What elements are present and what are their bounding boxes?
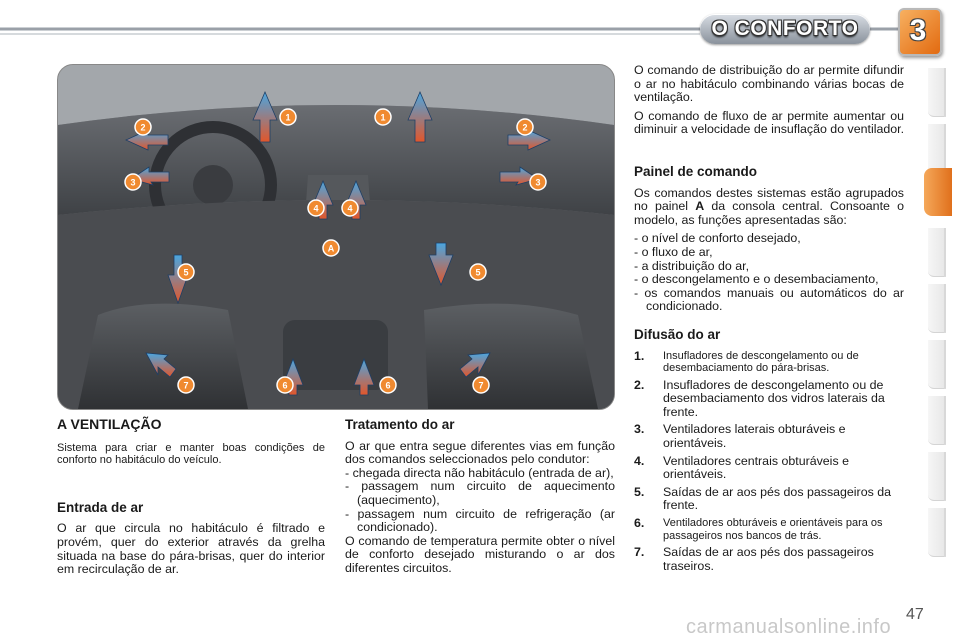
control-panel-item: - a distribuição do ar, — [634, 258, 750, 273]
front-right-seat — [424, 304, 598, 409]
ventilation-section — [57, 418, 325, 577]
diffusion-item-number: 4. — [634, 453, 645, 468]
callout-label: 6 — [385, 380, 391, 391]
callout-label: 7 — [478, 380, 484, 391]
chapter-tab[interactable] — [928, 508, 946, 557]
chapter-tab[interactable] — [928, 68, 946, 117]
callout-label: 5 — [475, 267, 481, 278]
control-panel-item: - os comandos manuais ou automáticos do ar condicionado. — [634, 285, 904, 314]
chapter-tab[interactable] — [928, 124, 946, 173]
diffusion-item-text: Insufladores de descongelamento ou de desembaciamento dos vidros laterais da frente. — [663, 377, 885, 419]
callout-label: A — [327, 243, 335, 254]
page-title: O CONFORTO — [711, 17, 859, 40]
diffusion-item-number: 2. — [634, 377, 645, 392]
chapter-tab[interactable] — [928, 340, 946, 389]
callout-label: 4 — [313, 203, 319, 214]
control-panel-item: - o descongelamento e o desembaciamento, — [634, 272, 879, 287]
chapter-tab[interactable] — [928, 284, 946, 333]
distribution-text: O comando de distribuição do ar permite difundir o ar no habitáculo combinando várias bocas de ventilação. — [634, 63, 904, 105]
diffusion-item-text: Saídas de ar aos pés dos passageiros da frente. — [663, 484, 891, 513]
diffusion-item — [634, 546, 904, 573]
air-treatment-item: - passagem num circuito de aquecimento (aquecimento), — [345, 479, 615, 507]
control-panel-heading: Painel de comando — [634, 163, 758, 179]
ventilation-heading: A VENTILAÇÃO — [57, 416, 162, 432]
chapter-tab[interactable] — [928, 228, 946, 277]
panel-letter: A — [695, 199, 705, 214]
diffusion-item — [634, 517, 904, 542]
callout-label: 5 — [183, 267, 189, 278]
watermark: carmanualsonline.info — [686, 616, 892, 638]
callout-label: 7 — [183, 380, 189, 391]
control-panel-text-a: Os comandos destes sistemas estão agrupados no painel — [634, 185, 904, 214]
cabin-illustration — [57, 64, 615, 410]
diffusion-list — [634, 350, 904, 574]
diffusion-item — [634, 379, 904, 420]
diffusion-item — [634, 423, 904, 450]
diffusion-item-number: 7. — [634, 545, 645, 560]
chapter-tab[interactable] — [928, 452, 946, 501]
air-treatment-intro: O ar que entra segue diferentes vias em função dos comandos seleccionados pelo condutor: — [345, 438, 615, 467]
diffusion-item-number: 3. — [634, 422, 645, 437]
chapter-tabs — [928, 68, 952, 578]
air-treatment-item: - passagem num circuito de refrigeração (ar condicionado). — [345, 506, 615, 535]
air-treatment-item: - chegada directa não habitáculo (entrada de ar), — [345, 465, 614, 480]
chapter-number: 3 — [909, 14, 927, 47]
callout-label: 4 — [347, 203, 353, 214]
control-panel-text — [634, 187, 904, 228]
diffusion-item-text: Ventiladores laterais obturáveis e orientáveis. — [663, 422, 846, 451]
air-treatment-section — [345, 418, 615, 576]
diffusion-item-text: Saídas de ar aos pés dos passageiros traseiros. — [663, 545, 874, 573]
control-panel-item: - o nível de conforto desejado, — [634, 231, 801, 246]
control-panel-text-b: da consola central. Consoante o modelo, as funções apresentadas são: — [634, 199, 904, 227]
control-panel-item: - o fluxo de ar, — [634, 244, 713, 259]
air-intake-text: O ar que circula no habitáculo é filtrado e provém, quer do exterior através da grelha situada na base do pára-brisas, quer do interior em recirculação de ar. — [57, 521, 325, 577]
diffusion-item-number: 6. — [634, 516, 645, 531]
air-intake-heading: Entrada de ar — [57, 499, 144, 515]
callout-label: 6 — [282, 380, 288, 391]
diffusion-item-number: 5. — [634, 484, 645, 499]
air-treatment-outro: O comando de temperatura permite obter o nível de conforto desejado misturando o ar dos diferentes circuitos. — [345, 533, 615, 575]
control-panel-list — [634, 232, 904, 314]
callout-label: 2 — [140, 122, 146, 133]
callout-label: 2 — [522, 122, 528, 133]
airflow-text: O comando de fluxo de ar permite aumentar ou diminuir a velocidade de insuflação do ventilador. — [634, 108, 905, 137]
callout-label: 1 — [285, 112, 291, 123]
diffusion-item — [634, 350, 904, 375]
chapter-tab-active[interactable] — [924, 168, 952, 216]
diffusion-item — [634, 455, 904, 482]
callout-label: 1 — [380, 112, 386, 123]
callout-label: 3 — [130, 177, 136, 188]
page-number: 47 — [906, 606, 924, 623]
diffusion-item — [634, 486, 904, 513]
air-treatment-heading: Tratamento do ar — [345, 417, 455, 432]
right-column — [634, 64, 904, 577]
diffusion-item-text: Ventiladores obturáveis e orientáveis para os passageiros nos bancos de trás. — [663, 517, 883, 542]
cabin-drawing — [58, 65, 614, 409]
callout-label: 3 — [535, 177, 541, 188]
diffusion-item-text: Ventiladores centrais obturáveis e orientáveis. — [663, 453, 849, 482]
diffusion-item-number: 1. — [634, 348, 645, 363]
chapter-tab[interactable] — [928, 396, 946, 445]
ventilation-intro: Sistema para criar e manter boas condições de conforto no habitáculo do veículo. — [57, 441, 325, 467]
diffusion-item-text: Insufladores de descongelamento ou de desembaciamento do pára-brisas. — [663, 349, 859, 375]
diffusion-heading: Difusão do ar — [634, 326, 721, 342]
